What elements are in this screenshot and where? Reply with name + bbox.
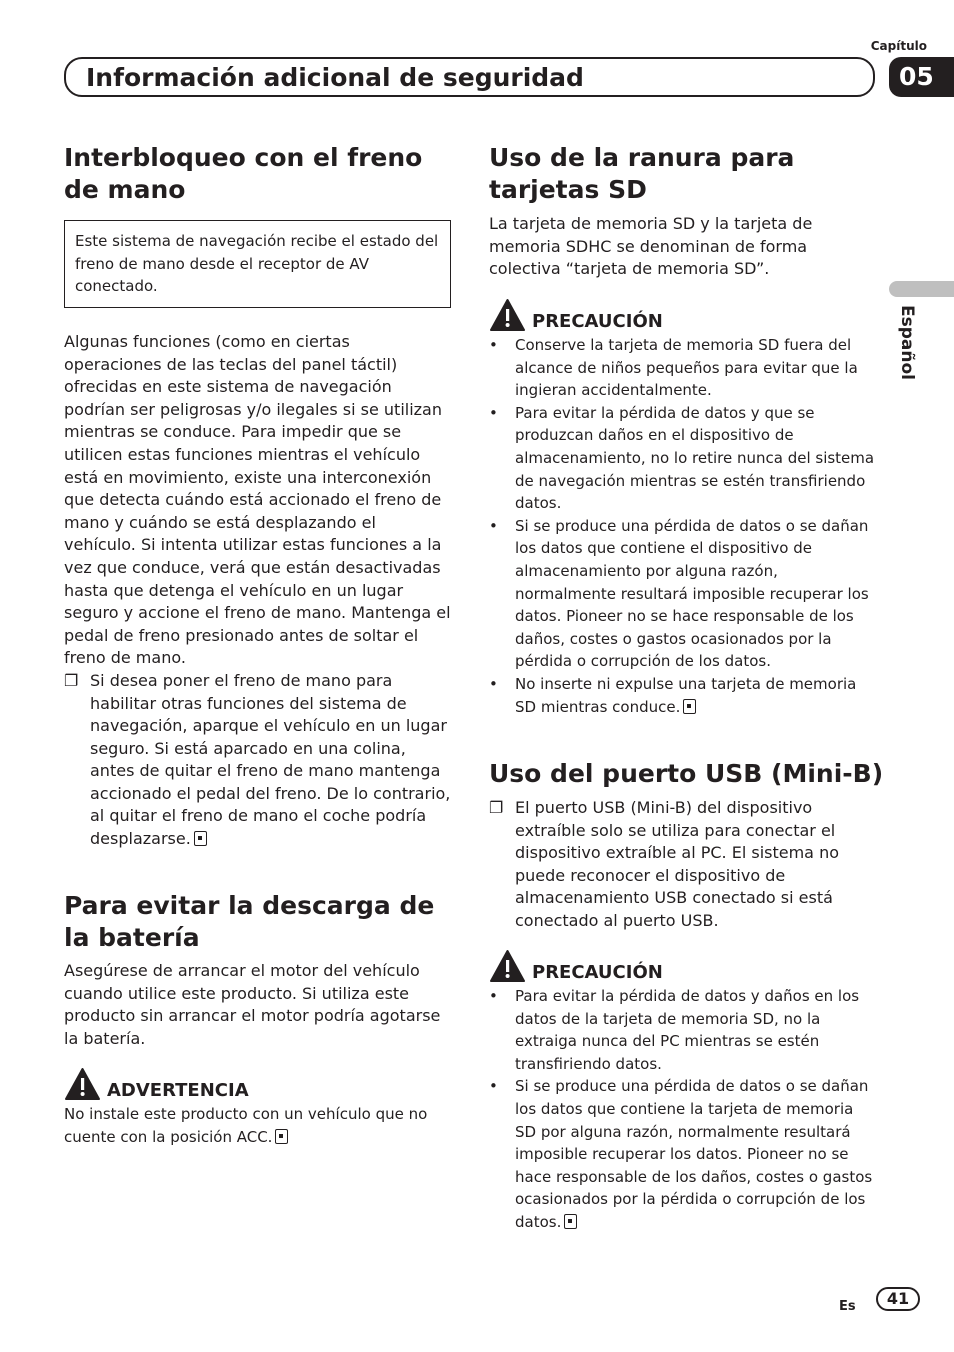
heading-line: Interbloqueo con el freno [64,143,423,172]
heading-line: Para evitar la descarga de [64,891,435,920]
note-checkbox-icon: ❐ [64,670,79,690]
paragraph: Algunas funciones (como en ciertas operaciones de las teclas del panel táctil) ofrecidas en este sistema de navegación podrían ser peligrosas y/o ilegales si se utilizan mientras se conduce. Para impedir que se utilicen estas funciones mientras el vehículo está en movimiento, existe una interconexión que detecta cuándo está accionado el freno de mano y cuándo se está desplazando el vehículo. Si intenta utilizar estas funciones a la vez que conduce, verá que están desactivadas hasta que detenga el vehículo en un lugar seguro y accione el freno de mano. Mantenga el pedal de freno presionado antes de soltar el freno de mano. [64,332,451,668]
warning-triangle-icon [64,1067,101,1101]
page-number: 41 [876,1287,920,1311]
note-list [64,670,452,851]
bullet-item [489,515,879,673]
notice-text: Este sistema de navegación recibe el estado del freno de mano desde el receptor de AV conectado. [75,232,439,296]
warning-text-wrap [64,1103,452,1148]
heading-sd-slot [489,142,879,206]
caution-title: PRECAUCIÓN [532,311,663,332]
battery-body: Asegúrese de arrancar el motor del vehículo cuando utilice este producto. Si utiliza este producto sin arrancar el motor podría agotarse la batería. [64,961,441,1048]
bullet-icon: • [489,1077,498,1096]
usb-note-block [489,797,877,933]
note-text: El puerto USB (Mini-B) del dispositivo extraíble solo se utiliza para conectar el dispositivo extraíble al PC. El sistema no puede reconocer el dispositivo de almacenamiento USB conectado si está conectado al puerto USB. [515,798,839,930]
end-of-section-icon [564,1214,577,1229]
bullet-icon: • [489,336,498,354]
notice-box [64,220,451,308]
chapter-label: Capítulo [870,39,927,53]
section-title: Información adicional de seguridad [86,63,584,92]
language-tab-label: Español [897,305,917,380]
warning-header [64,1067,452,1101]
warning-title: ADVERTENCIA [107,1080,249,1101]
bullet-icon: • [489,674,498,693]
bullet-text: Para evitar la pérdida de datos y que se produzcan daños en el dispositivo de almacenamiento, no lo retire nunca del sistema de navegación mientras se estén transfiriendo datos. [515,403,875,513]
bullet-text: Si se produce una pérdida de datos o se dañan los datos que contiene el dispositivo de almacenamiento por alguna razón, normalmente resultará imposible recuperar los datos. Pioneer no se hace responsable de los daños, costes o gastos ocasionados por la pérdida o corrupción de los datos. [515,516,869,671]
note-item [489,797,877,933]
handbrake-body [64,331,452,851]
note-checkbox-icon: ❐ [489,798,504,817]
warning-text: No instale este producto con un vehículo que no cuente con la posición ACC. [64,1105,428,1146]
sd-body: La tarjeta de memoria SD y la tarjeta de memoria SDHC se denominan de forma colectiva “tarjeta de memoria SD”. [489,214,813,279]
bullet-item [489,334,879,402]
bullet-text: No inserte ni expulse una tarjeta de memoria SD mientras conduce. [515,674,857,716]
bullet-item [489,1075,879,1233]
note-text: Si desea poner el freno de mano para habilitar otras funciones del sistema de navegación, aparque el vehículo en un lugar seguro. Si está aparcado en una colina, antes de quitar el freno de mano mantenga accionado el pedal del freno. De lo contrario, al quitar el freno de mano el coche podría desplazarse. [90,670,451,849]
bullet-item [489,985,879,1075]
heading-line: tarjetas SD [489,175,647,204]
section-banner [64,57,875,97]
sd-caution-block [489,298,879,718]
heading-line: de mano [64,175,186,204]
warning-block [64,1067,452,1148]
heading-handbrake-interlock [64,142,454,206]
bullet-text: Si se produce una pérdida de datos o se dañan los datos que contiene la tarjeta de memoria SD por alguna razón, normalmente resultará imposible recuperar los datos. Pioneer no se hace responsable de los daños, costes o gastos ocasionados por la pérdida o corrupción de los datos. [515,1077,873,1231]
bullet-text: Para evitar la pérdida de datos y daños en los datos de la tarjeta de memoria SD, no la extraiga nunca del PC mientras se estén transfiriendo datos. [515,987,860,1073]
end-of-section-icon [275,1129,288,1144]
end-of-section-icon [194,831,207,846]
caution-title: PRECAUCIÓN [532,962,663,983]
caution-header [489,949,879,983]
heading-usb-port: Uso del puerto USB (Mini-B) [489,759,884,788]
chapter-number-badge: 05 [889,57,954,97]
end-of-section-icon [683,699,696,714]
heading-battery [64,890,454,954]
note-item [64,670,452,851]
heading-line: la batería [64,923,200,952]
bullet-item [489,402,879,515]
bullet-item [489,673,879,718]
footer-language-code: Es [839,1299,856,1314]
caution-triangle-icon [489,949,526,983]
caution-triangle-icon [489,298,526,332]
bullet-text: Conserve la tarjeta de memoria SD fuera del alcance de niños pequeños para evitar que la ingieran accidentalmente. [515,336,858,400]
sd-caution-list [489,334,879,718]
usb-caution-list [489,985,879,1234]
usb-caution-block [489,949,879,1234]
language-tab [889,281,954,297]
caution-header [489,298,879,332]
usb-note-list [489,797,877,933]
bullet-icon: • [489,403,498,422]
heading-line: Uso de la ranura para [489,143,795,172]
bullet-icon: • [489,516,498,535]
bullet-icon: • [489,987,498,1005]
